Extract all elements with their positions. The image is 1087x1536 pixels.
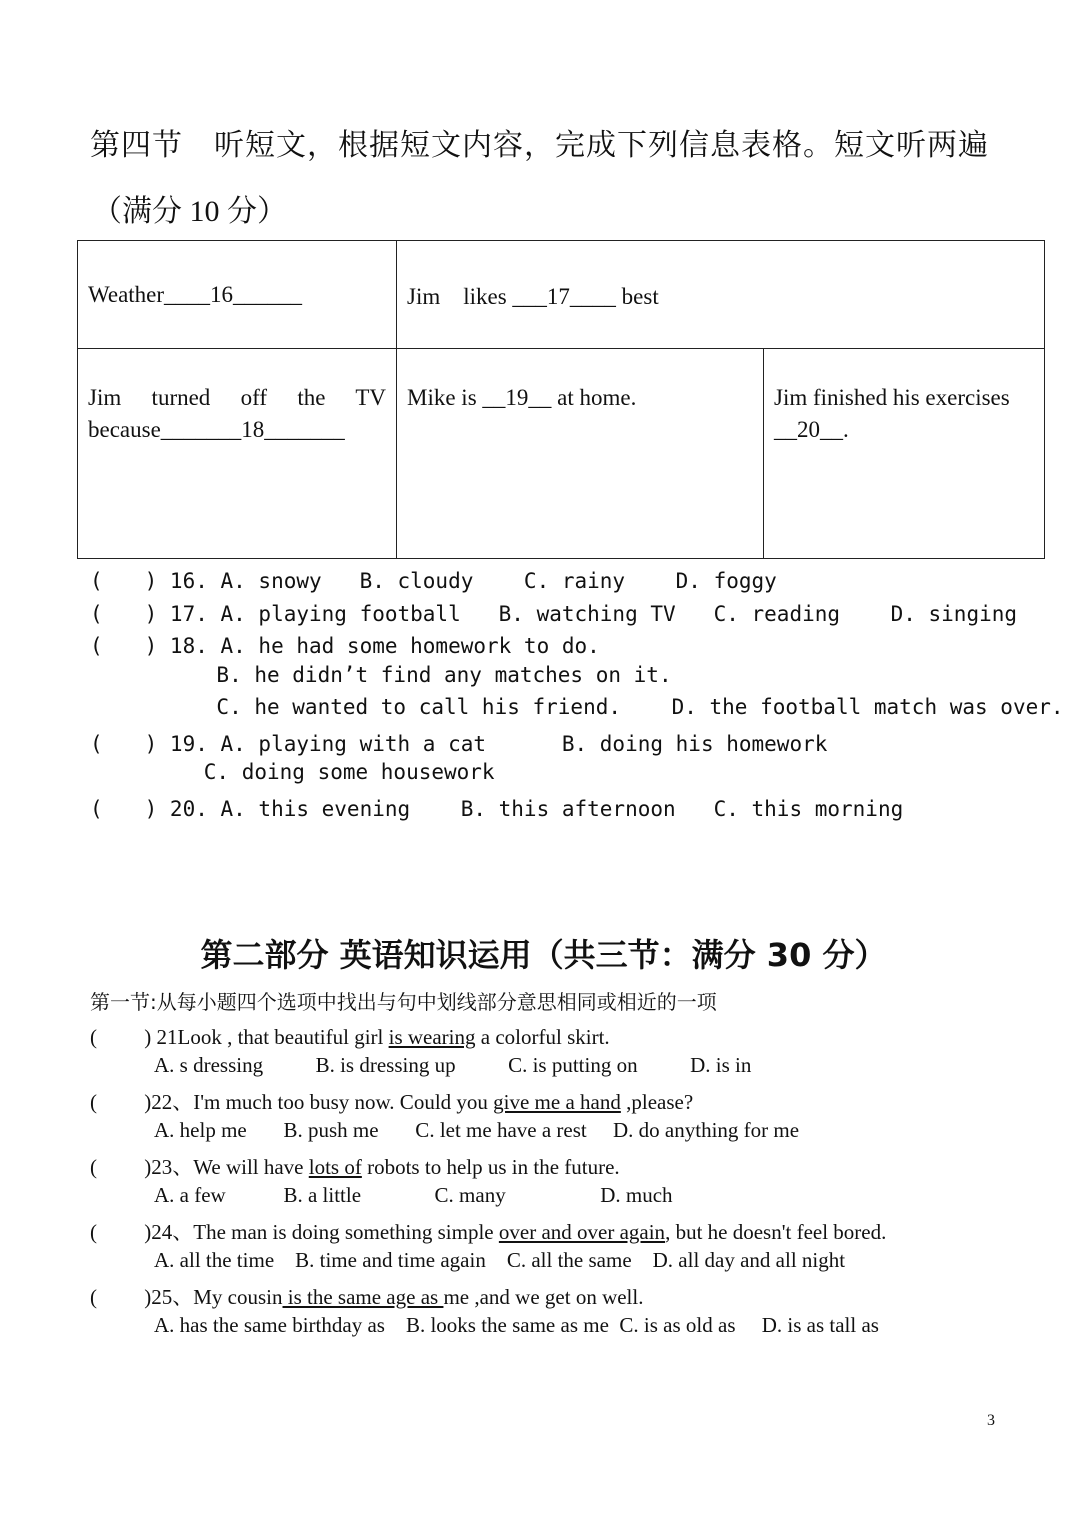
cell-jim-tv [78, 349, 397, 559]
part2-section1-instruction: 第一节:从每小题四个选项中找出与句中划线部分意思相同或相近的一项 [90, 990, 717, 1014]
question-16: ( ) 16. A. snowy B. cloudy C. rainy D. foggy [90, 569, 777, 593]
cell-exercises-line1: Jim finished his exercises [774, 385, 1010, 410]
page-number: 3 [987, 1412, 995, 1429]
cell-jim-likes: Jim likes ___17____ best [397, 241, 1045, 349]
question-22: ( )22、I'm much too busy now. Could you give me a hand ,please? [90, 1090, 694, 1114]
underlined-phrase: give me a hand [493, 1090, 621, 1114]
cell-weather: Weather____16______ [78, 241, 397, 349]
question-19-option-c: C. doing some housework [90, 760, 495, 784]
section4-score: （满分 10 分） [92, 195, 287, 228]
underlined-phrase: is wearing [388, 1025, 476, 1049]
cell-jim-tv-line2: because_______18_______ [88, 417, 345, 442]
question-20: ( ) 20. A. this evening B. this afternoon C. this morning [90, 797, 904, 821]
question-21-options: A. s dressing B. is dressing up C. is putting on D. is in [154, 1053, 752, 1077]
question-21: ( ) 21Look , that beautiful girl is wearing a colorful skirt. [90, 1025, 610, 1049]
question-22-options: A. help me B. push me C. let me have a rest D. do anything for me [154, 1118, 800, 1142]
question-18-option-cd: C. he wanted to call his friend. D. the football match was over. [90, 695, 1064, 719]
question-25-options: A. has the same birthday as B. looks the same as me C. is as old as D. is as tall as [154, 1313, 879, 1337]
cell-exercises-line2: __20__. [774, 417, 849, 442]
question-24: ( )24、The man is doing something simple over and over again, but he doesn't feel bored. [90, 1220, 887, 1244]
question-19: ( ) 19. A. playing with a cat B. doing his homework [90, 732, 828, 756]
underlined-phrase: is the same age as [282, 1285, 444, 1309]
info-table [77, 240, 1045, 559]
underlined-phrase: lots of [308, 1155, 362, 1179]
cell-exercises [764, 349, 1045, 559]
question-18-option-b: B. he didn’t find any matches on it. [90, 663, 672, 687]
question-25: ( )25、My cousin is the same age as me ,and we get on well. [90, 1285, 644, 1309]
cell-mike: Mike is __19__ at home. [397, 349, 764, 559]
part2-title: 第二部分 英语知识运用（共三节：满分 30 分） [200, 936, 887, 974]
question-23: ( )23、We will have lots of robots to help us in the future. [90, 1155, 620, 1179]
section4-title: 第四节 听短文，根据短文内容，完成下列信息表格。短文听两遍 [90, 129, 989, 162]
question-23-options: A. a few B. a little C. many D. much [154, 1183, 673, 1207]
question-24-options: A. all the time B. time and time again C. all the same D. all day and all night [154, 1248, 846, 1272]
underlined-phrase: over and over again [498, 1220, 666, 1244]
question-17: ( ) 17. A. playing football B. watching TV C. reading D. singing [90, 602, 1018, 626]
cell-jim-tv-line1: Jim turned off the TV [88, 385, 386, 410]
question-18: ( ) 18. A. he had some homework to do. [90, 634, 600, 658]
